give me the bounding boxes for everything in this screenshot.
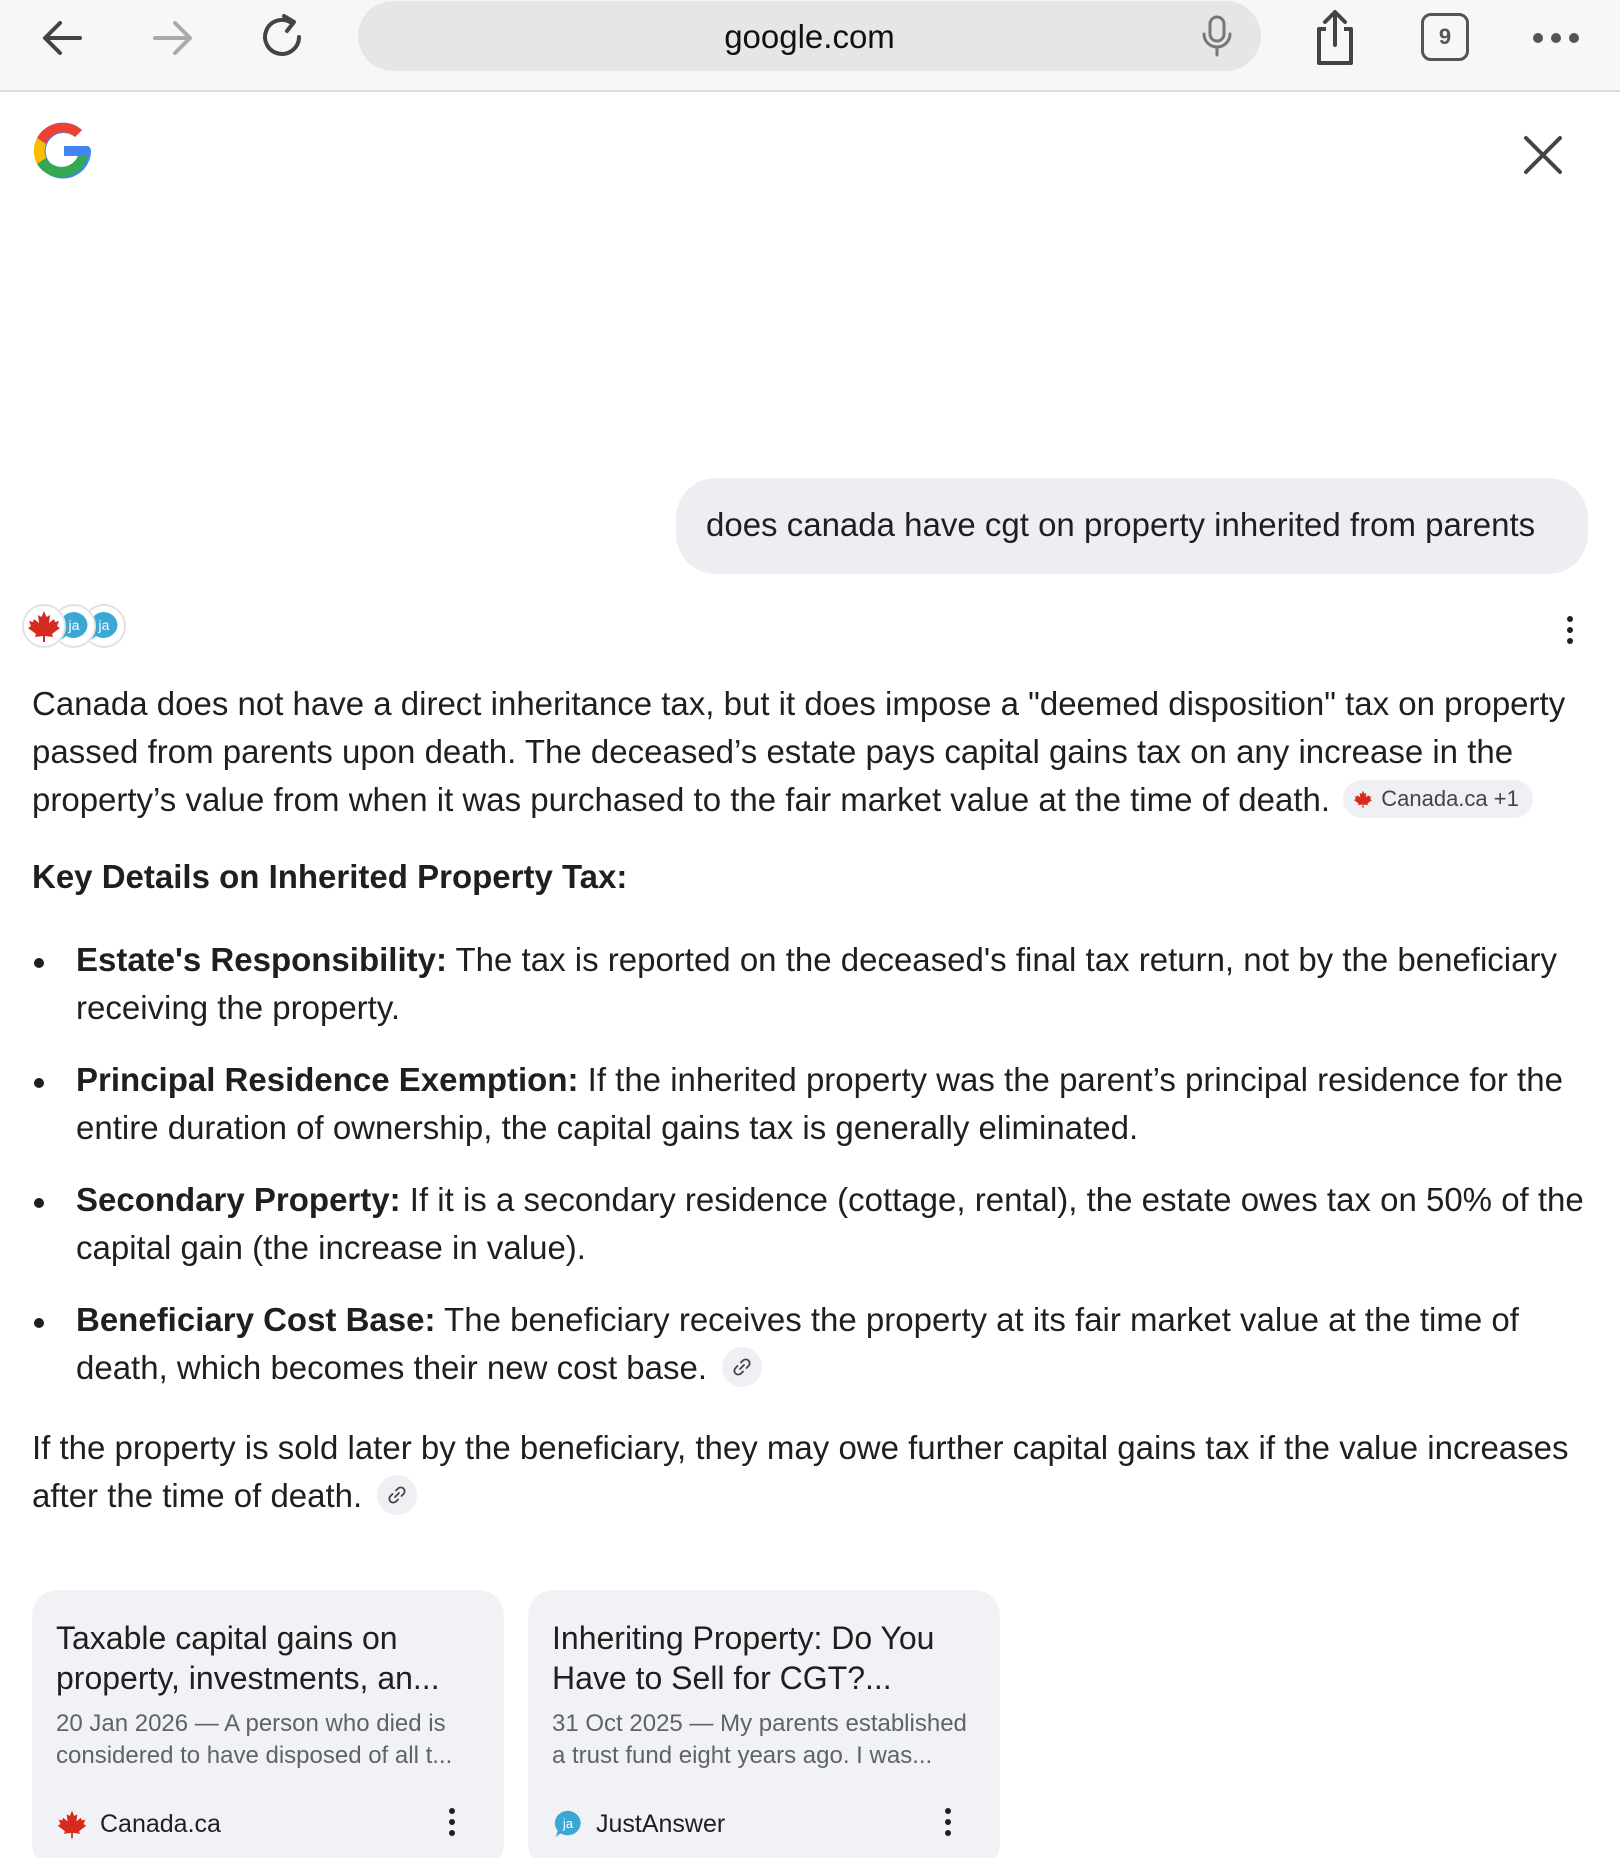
source-card-title: Inheriting Property: Do You Have to Sell for CGT?...	[552, 1620, 935, 1696]
bullet-term: Beneficiary Cost Base:	[76, 1301, 436, 1338]
more-menu-button[interactable]	[1524, 6, 1588, 70]
source-card-site	[56, 1808, 221, 1840]
tab-switcher-button[interactable]: 9	[1421, 13, 1469, 61]
list-item	[32, 1296, 1592, 1392]
share-button[interactable]	[1303, 6, 1367, 70]
arrow-left-icon	[36, 12, 88, 64]
source-card-site	[552, 1808, 725, 1840]
query-text: does canada have cgt on property inherited from parents	[706, 506, 1536, 543]
bullet-term: Principal Residence Exemption:	[76, 1061, 579, 1098]
bullet-text: The beneficiary receives the property at its fair market value at the time of death, which becomes their new cost base.	[76, 1301, 1519, 1386]
citation-chip-label: Canada.ca +1	[1381, 786, 1519, 812]
justanswer-icon	[552, 1808, 584, 1840]
bullet-term: Estate's Responsibility:	[76, 941, 447, 978]
query-bubble	[676, 478, 1588, 574]
source-card-site-name: JustAnswer	[596, 1809, 726, 1838]
canada-avatar	[22, 604, 66, 648]
source-link-button[interactable]	[722, 1347, 762, 1387]
microphone-icon[interactable]	[1199, 15, 1235, 57]
svg-text:ja: ja	[98, 617, 110, 633]
link-icon	[732, 1357, 752, 1377]
answer-more-options-button[interactable]	[1558, 610, 1582, 650]
bullet-text: If it is a secondary residence (cottage, rental), the estate owes tax on 50% of the capital gain (the increase in value).	[76, 1181, 1584, 1266]
answer-closing	[32, 1424, 1592, 1520]
url-text: google.com	[724, 18, 895, 55]
answer-intro	[32, 680, 1592, 824]
address-bar[interactable]	[358, 1, 1261, 71]
source-card-snippet: 31 Oct 2025 — My parents established a trust fund eight years ago. I was...	[552, 1710, 967, 1769]
browser-toolbar	[0, 0, 1620, 92]
source-card-more-button[interactable]	[936, 1802, 960, 1842]
source-card[interactable]	[32, 1590, 504, 1858]
close-icon[interactable]	[1518, 130, 1568, 180]
answer-closing-text: If the property is sold later by the beneficiary, they may owe further capital gains tax if the value increases after the time of death.	[32, 1429, 1569, 1514]
reload-button[interactable]	[252, 6, 316, 70]
back-button[interactable]	[30, 6, 94, 70]
forward-button[interactable]	[141, 6, 205, 70]
svg-text:ja: ja	[68, 617, 80, 633]
source-card[interactable]	[528, 1590, 1000, 1858]
maple-leaf-icon	[26, 608, 62, 644]
key-details-list	[32, 936, 1592, 1392]
link-icon	[387, 1485, 407, 1505]
source-card-site-name: Canada.ca	[100, 1809, 221, 1838]
svg-text:ja: ja	[562, 1815, 574, 1831]
share-icon	[1309, 9, 1361, 67]
list-item	[32, 1056, 1592, 1152]
source-link-button[interactable]	[377, 1475, 417, 1515]
maple-leaf-icon	[1353, 789, 1373, 809]
list-item	[32, 936, 1592, 1032]
bullet-term: Secondary Property:	[76, 1181, 401, 1218]
source-card-title: Taxable capital gains on property, investments, an...	[56, 1620, 440, 1696]
citation-chip[interactable]	[1343, 780, 1533, 818]
list-item	[32, 1176, 1592, 1272]
source-card-more-button[interactable]	[440, 1802, 464, 1842]
section-heading: Key Details on Inherited Property Tax:	[32, 858, 628, 895]
bullet-text: If the inherited property was the parent’s principal residence for the entire duration of ownership, the capital gains tax is generally eliminated.	[76, 1061, 1563, 1146]
reload-icon	[257, 11, 311, 65]
more-horizontal-icon	[1530, 31, 1582, 45]
source-avatars[interactable]	[22, 604, 132, 650]
bullet-text: The tax is reported on the deceased's final tax return, not by the beneficiary receiving the property.	[76, 941, 1557, 1026]
source-card-snippet: 20 Jan 2026 — A person who died is considered to have disposed of all t...	[56, 1710, 453, 1769]
google-logo-icon	[30, 118, 96, 184]
maple-leaf-icon	[56, 1808, 88, 1840]
arrow-right-icon	[147, 12, 199, 64]
answer-intro-text: Canada does not have a direct inheritance tax, but it does impose a "deemed disposition" tax on property passed from parents upon death. The deceased’s estate pays capital gains tax on any increase in the property’s value from when it was purchased to the fair market value at the time of death.	[32, 685, 1566, 818]
